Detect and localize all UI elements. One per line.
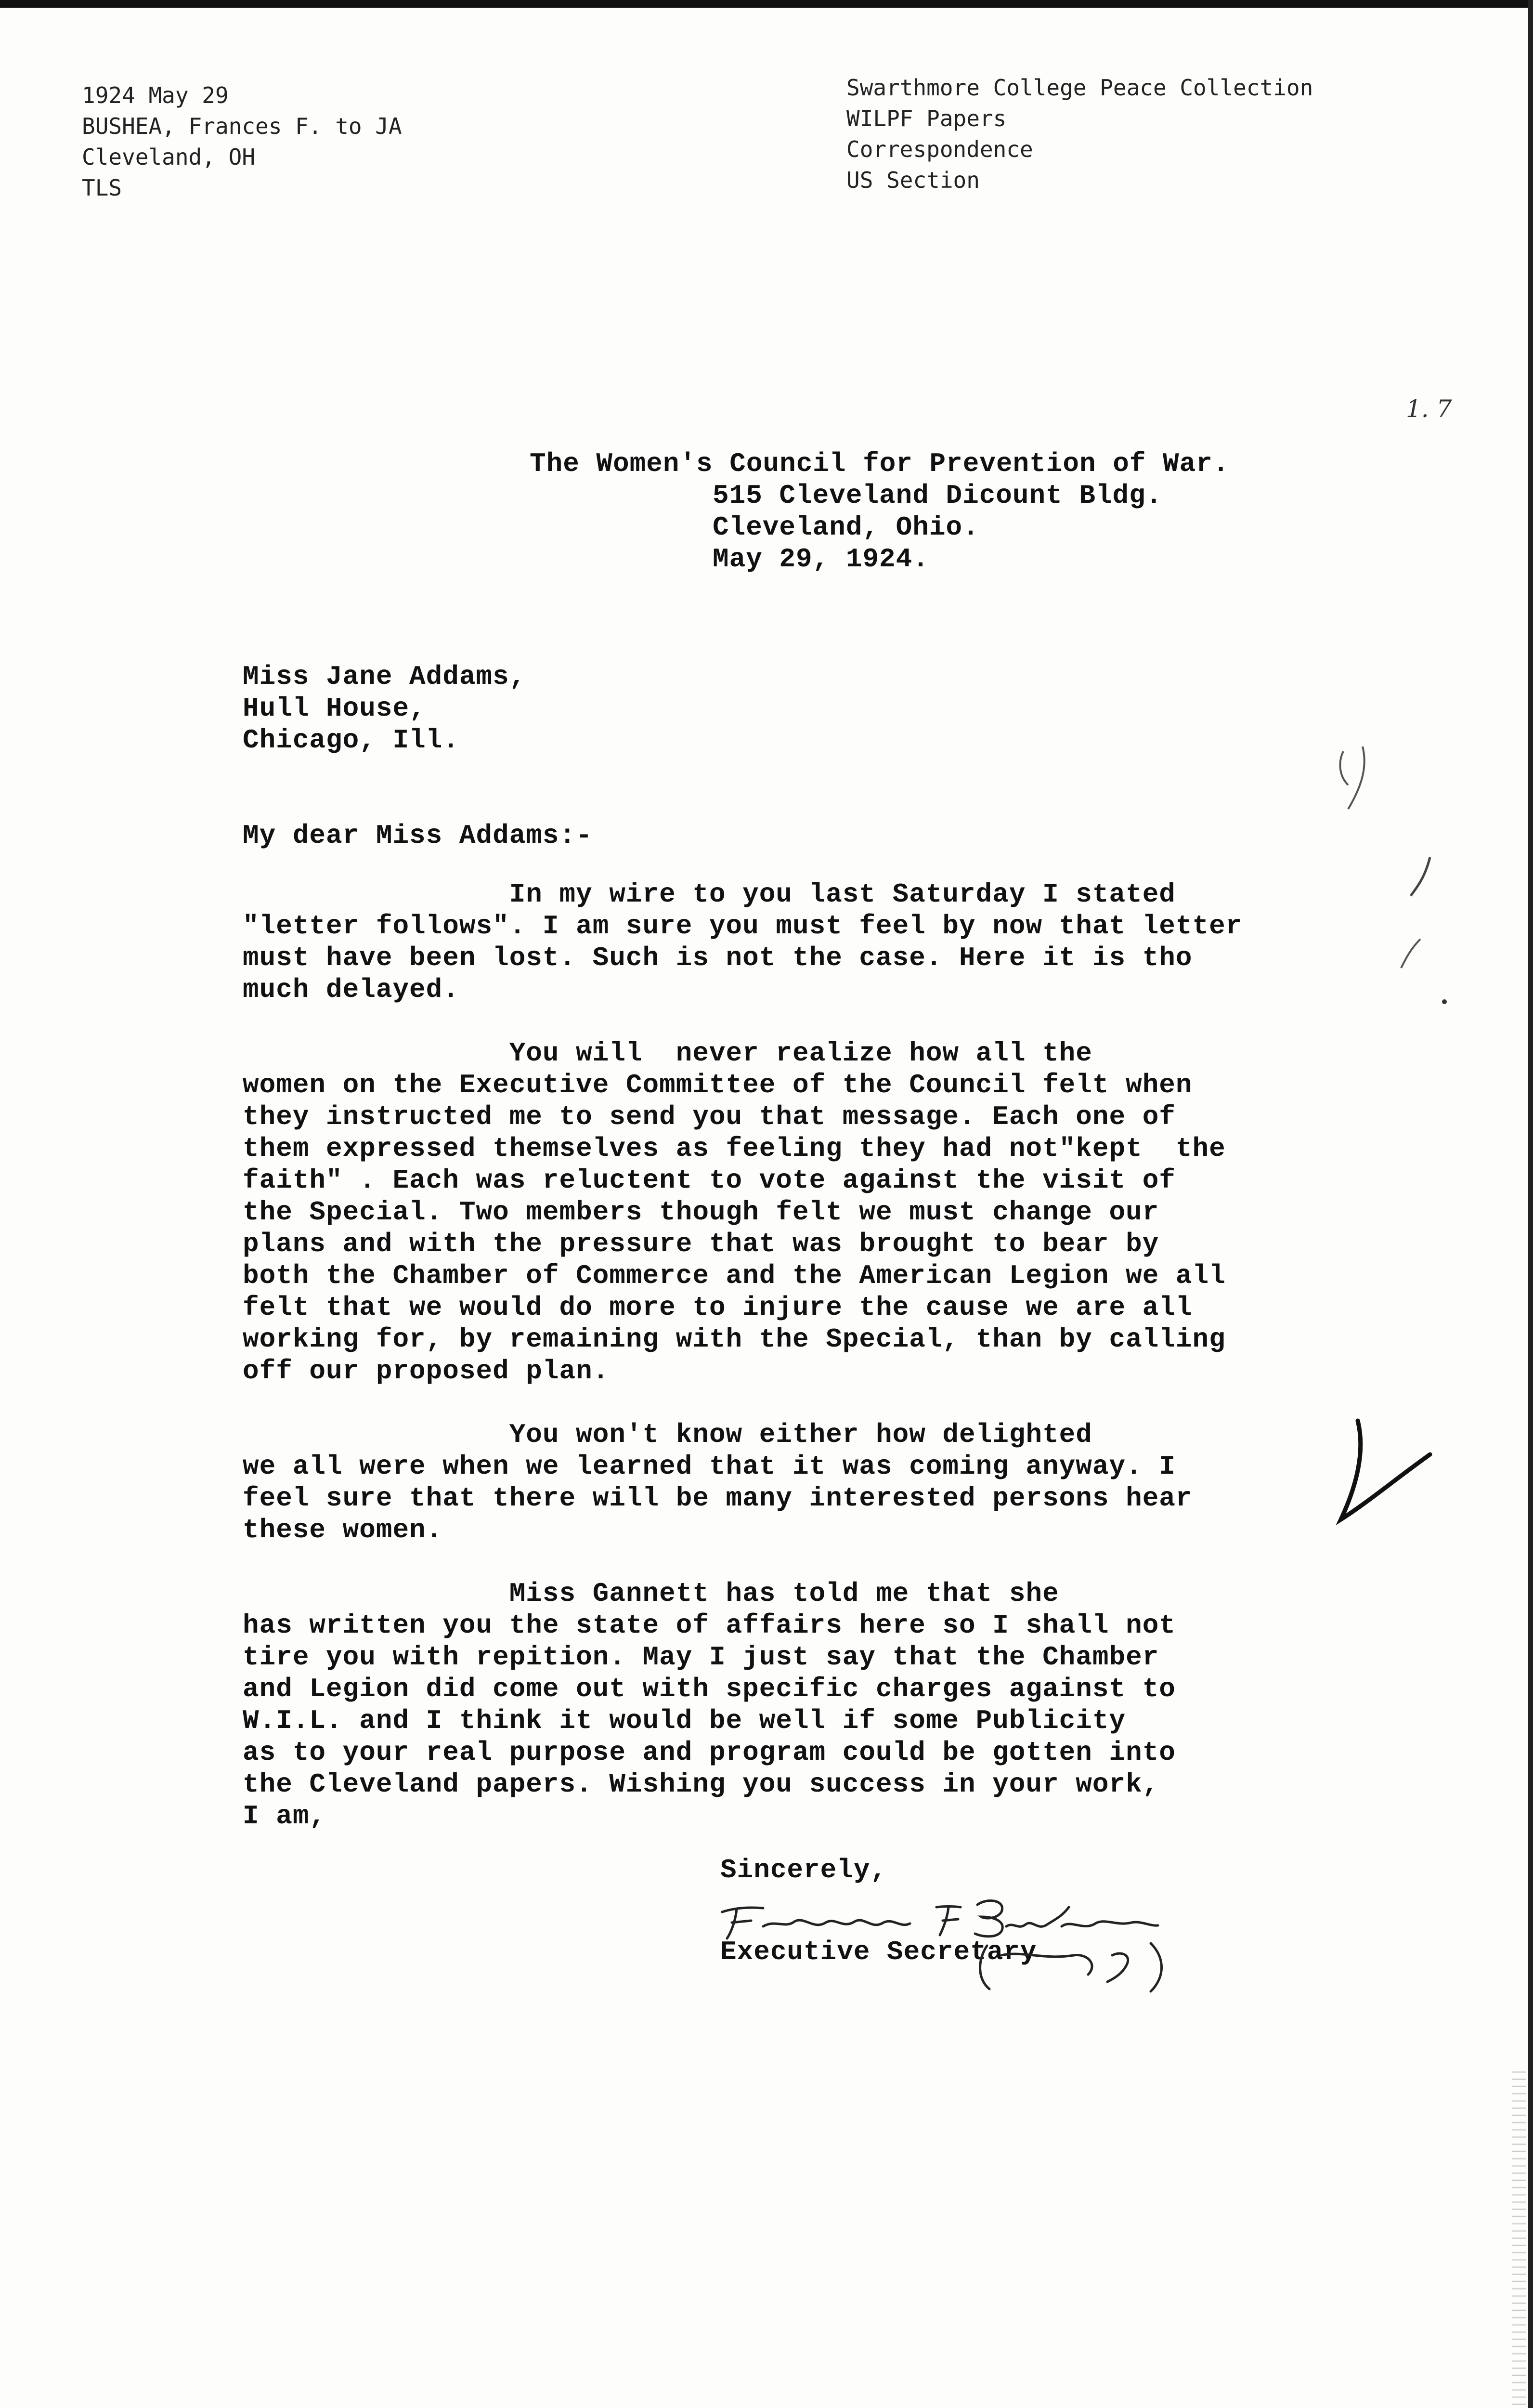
letterhead-date: May 29, 1924.	[713, 544, 929, 575]
letterhead-organization: The Women's Council for Prevention of War.	[530, 448, 1230, 479]
body-line: I am,	[243, 1801, 326, 1832]
body-line: felt that we would do more to injure the cause we are all	[243, 1292, 1193, 1323]
archive-doc-type: TLS	[82, 175, 122, 201]
recipient-name: Miss Jane Addams,	[243, 661, 526, 692]
archive-header-right	[846, 72, 1313, 196]
body-line: both the Chamber of Commerce and the American Legion we all	[243, 1260, 1226, 1291]
paragraph-4	[243, 1578, 1350, 1832]
body-line: In my wire to you last Saturday I stated	[243, 879, 1176, 910]
archive-collection: Swarthmore College Peace Collection	[846, 75, 1313, 101]
body-line: the Special. Two members though felt we must change our	[243, 1197, 1159, 1228]
signer-title: Executive Secretary	[720, 1937, 1037, 1967]
body-line: they instructed me to send you that message. Each one of	[243, 1101, 1176, 1132]
body-line: W.I.L. and I think it would be well if some Publicity	[243, 1705, 1126, 1736]
body-line: working for, by remaining with the Special, than by calling	[243, 1324, 1226, 1355]
archive-place: Cleveland, OH	[82, 144, 256, 170]
margin-scribbles	[1329, 732, 1464, 1040]
recipient-city: Chicago, Ill.	[243, 725, 459, 756]
paragraph-2	[243, 1037, 1350, 1387]
archive-section: US Section	[846, 167, 980, 193]
body-line: off our proposed plan.	[243, 1356, 610, 1387]
valediction: Sincerely,	[720, 1855, 887, 1885]
check-mark-icon	[1329, 1411, 1435, 1527]
body-line: much delayed.	[243, 974, 459, 1005]
body-line: we all were when we learned that it was coming anyway. I	[243, 1451, 1176, 1482]
body-line: and Legion did come out with specific charges against to	[243, 1674, 1176, 1704]
letterhead-address: 515 Cleveland Dicount Bldg.	[713, 480, 1163, 511]
archive-header-left	[82, 80, 402, 203]
paragraph-1	[243, 878, 1350, 1006]
body-line: You will never realize how all the	[243, 1038, 1092, 1069]
body-line: as to your real purpose and program could be gotten into	[243, 1737, 1176, 1768]
margin-note-top-right: 1. 7	[1406, 395, 1452, 423]
scan-right-edge	[1528, 0, 1533, 2408]
body-line: women on the Executive Committee of the Council felt when	[243, 1070, 1193, 1100]
annotation-svg	[977, 1936, 1170, 1994]
letter-body	[243, 878, 1350, 1864]
scan-top-edge	[0, 0, 1533, 8]
scan-noise-right	[1512, 2071, 1526, 2408]
archive-correspondents: BUSHEA, Frances F. to JA	[82, 113, 402, 139]
body-line: these women.	[243, 1515, 443, 1545]
body-line: has written you the state of affairs here so I shall not	[243, 1610, 1176, 1641]
body-line: tire you with repition. May I just say that the Chamber	[243, 1642, 1159, 1673]
body-line: You won't know either how delighted	[243, 1419, 1092, 1450]
body-line: "letter follows". I am sure you must feel by now that letter	[243, 911, 1243, 942]
archive-series: Correspondence	[846, 136, 1033, 162]
letterhead-city: Cleveland, Ohio.	[713, 512, 979, 543]
archive-date: 1924 May 29	[82, 82, 229, 108]
handwritten-annotation	[977, 1936, 1170, 1994]
recipient-institution: Hull House,	[243, 693, 426, 724]
body-line: faith" . Each was reluctent to vote against the visit of	[243, 1165, 1176, 1196]
body-line: the Cleveland papers. Wishing you success in your work,	[243, 1769, 1159, 1800]
body-line: feel sure that there will be many interested persons hear	[243, 1483, 1193, 1514]
archive-papers: WILPF Papers	[846, 105, 1007, 131]
paragraph-3	[243, 1419, 1350, 1546]
salutation: My dear Miss Addams:-	[243, 820, 593, 851]
body-line: must have been lost. Such is not the case. Here it is tho	[243, 942, 1193, 973]
body-line: them expressed themselves as feeling they had not"kept the	[243, 1133, 1226, 1164]
recipient-address	[243, 661, 526, 756]
body-line: plans and with the pressure that was brought to bear by	[243, 1229, 1159, 1259]
body-line: Miss Gannett has told me that she	[243, 1578, 1059, 1609]
letterhead	[530, 448, 1348, 575]
